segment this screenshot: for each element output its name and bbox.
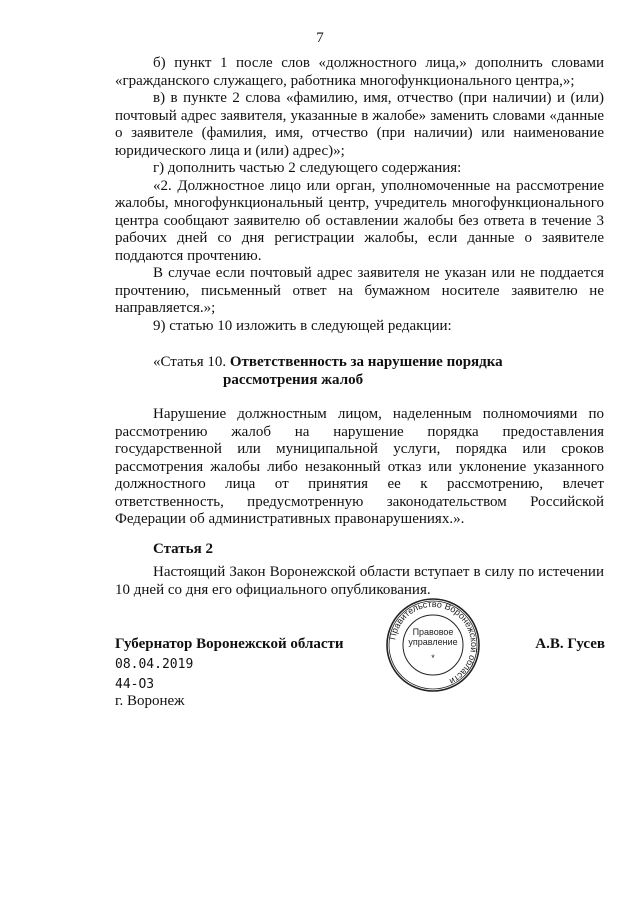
document-meta: [115, 655, 193, 695]
document-number: 44-ОЗ: [115, 677, 155, 692]
signature-block: [115, 636, 605, 653]
article-10-title-line2: рассмотрения жалоб: [223, 371, 364, 388]
page-number: 7: [316, 30, 324, 46]
article-10-text: Нарушение должностным лицом, наделенным полномочиями по рассмотрению жалоб на нарушение порядка предоставления государственной или муниципальной услуги, порядка или сроков рассмотрения жалобы либо незаконный отказ или уклонение указанного должностного лица от принятия ее к рассмотрению, влечет ответственность, предусмотренную законодательством Российской Федерации об административных правонарушениях.».: [115, 406, 604, 527]
paragraph-amendment-v: в) в пункте 2 слова «фамилию, имя, отчество (при наличии) и (или) почтовый адрес заявителя, указанные в жалобе» заменить словами «данные о заявителе (фамилия, имя, отчество (при наличии) или наименование юридического лица и (или) адрес)»;: [115, 90, 604, 159]
stamp-center: [383, 595, 483, 695]
paragraph-item-9: 9) статью 10 изложить в следующей редакции:: [153, 317, 452, 334]
document-city: г. Воронеж: [115, 693, 185, 709]
article-2-text: Настоящий Закон Воронежской области вступает в силу по истечении 10 дней со дня его официального опубликования.: [115, 564, 604, 598]
stamp-ring-text: Правительство Воронежской области: [387, 598, 480, 687]
document-date: 08.04.2019: [115, 657, 194, 672]
stamp-star-icon: *: [431, 653, 435, 663]
governor-name: А.В. Гусев: [535, 636, 605, 652]
article-10-heading: [115, 354, 604, 389]
article-2-title: Статья 2: [153, 540, 213, 557]
paragraph-postal-address: В случае если почтовый адрес заявителя не указан или не поддается прочтению, письменный ответ на бумажном носителе заявителю не направляется.»;: [115, 265, 604, 316]
paragraph-amendment-b: б) пункт 1 после слов «должностного лица,» дополнить словами «гражданского служащего, работника многофункционального центра,»;: [115, 55, 604, 89]
official-stamp: [383, 595, 483, 695]
article-10-title-line1: Ответственность за нарушение порядка: [229, 354, 503, 370]
paragraph-part-2: «2. Должностное лицо или орган, уполномоченные на рассмотрение жалобы, многофункциональный центр, учредитель многофункционального центра сообщают заявителю об оставлении жалобы без ответа в течение 3 рабочих дней со дня регистрации жалобы, если данные о заявителе поддаются прочтению.: [115, 177, 604, 264]
governor-title: Губернатор Воронежской области: [115, 636, 344, 652]
document-body: [115, 55, 604, 599]
stamp-center-line2: управление: [408, 637, 458, 647]
paragraph-amendment-g: г) дополнить частью 2 следующего содержания:: [153, 160, 462, 176]
stamp-center-line1: Правовое: [412, 627, 454, 637]
article-10-prefix: «Статья 10.: [153, 354, 227, 370]
